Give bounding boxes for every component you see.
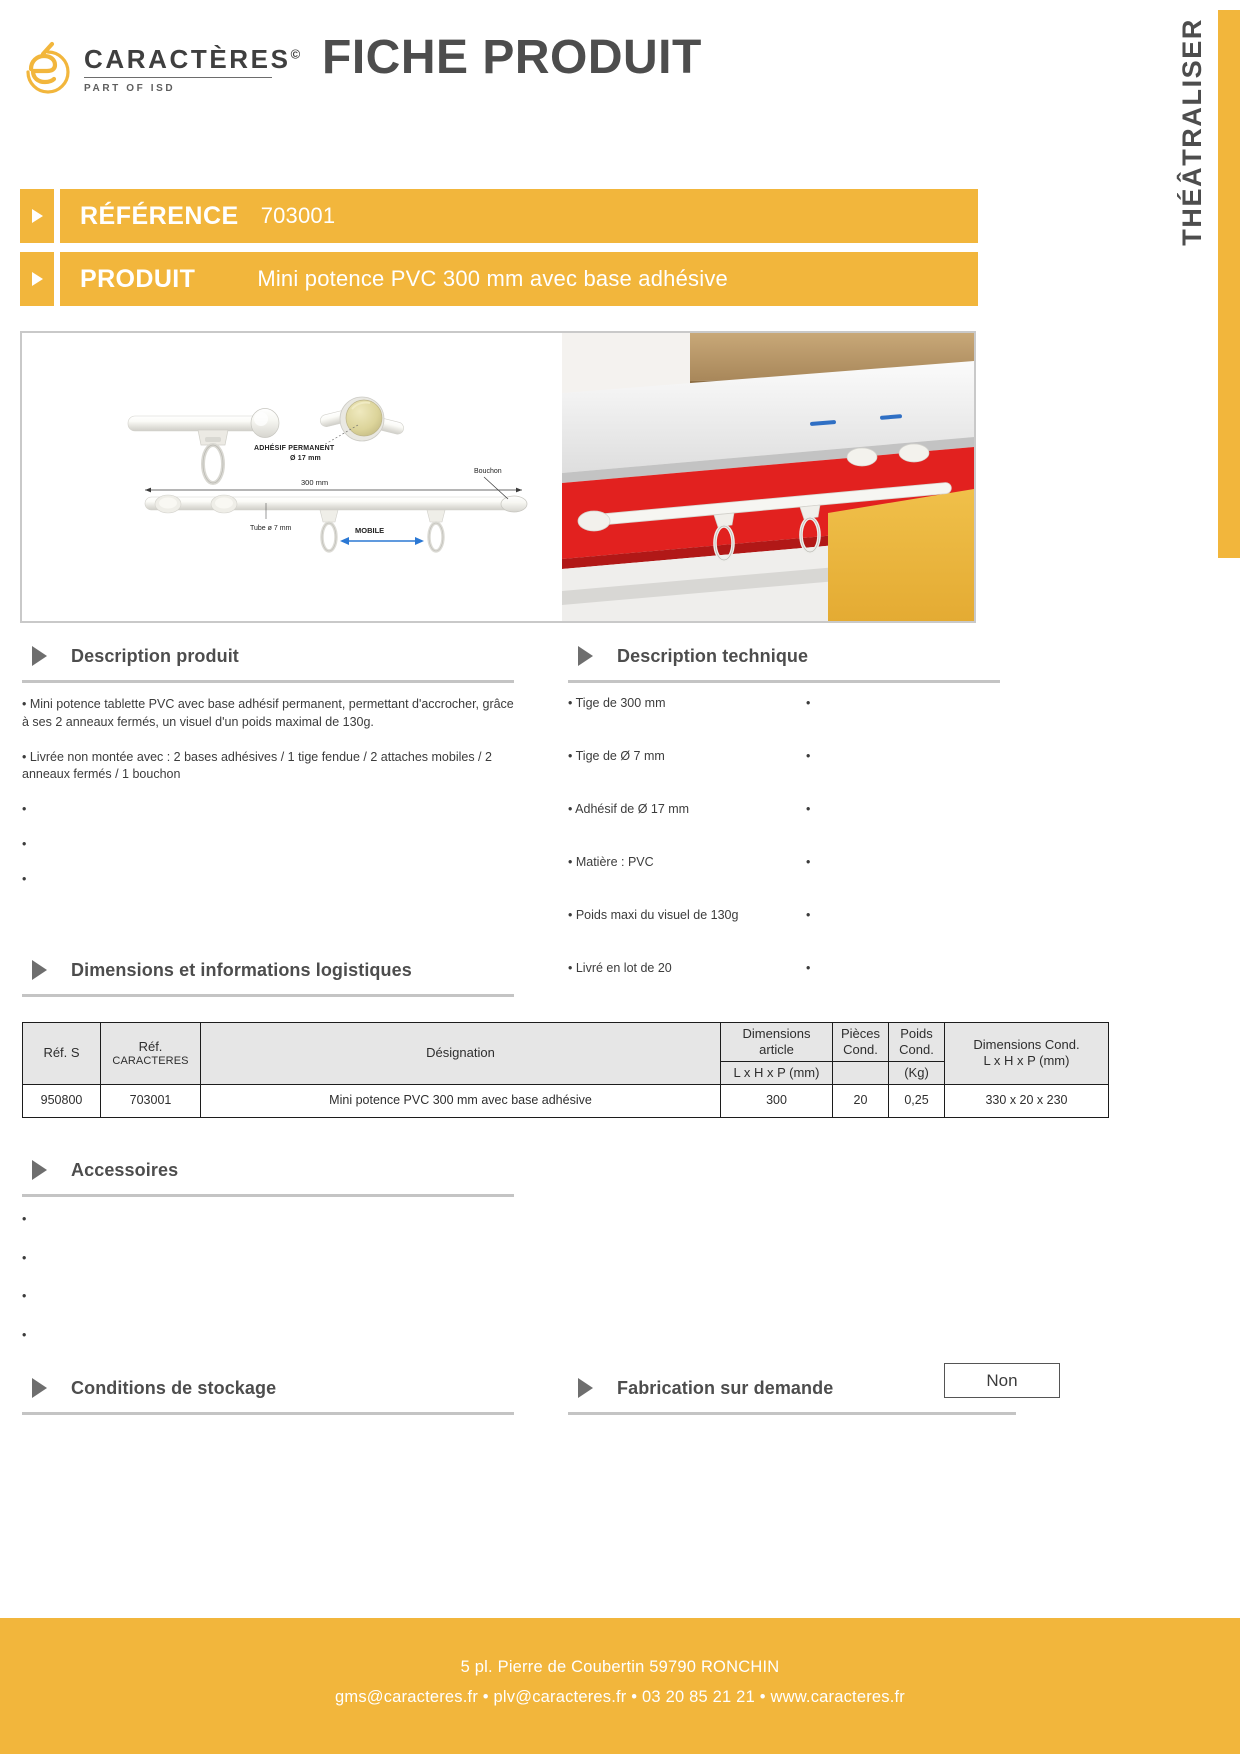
dim-article-line1: Dimensions [742,1026,811,1041]
fabrication-value-box[interactable] [944,1363,1060,1398]
dim-cond-title: Dimensions Cond. [973,1037,1080,1053]
cell-ref-caracteres: 703001 [101,1084,201,1117]
list-item [568,802,1000,816]
produit-band [20,252,978,306]
cell-poids-cond: 0,25 [889,1084,945,1117]
page-footer [0,1618,1240,1754]
tech-item-extra: • [806,749,811,763]
poids-line2: Cond. [899,1041,934,1057]
stockage-section [22,1373,514,1415]
side-category-text: THÉÂTRALISER [1176,18,1207,246]
logistics-table [22,1022,1109,1118]
logistics-table-wrapper [22,1022,1080,1118]
fabrication-section [568,1370,1060,1415]
reference-label: RÉFÉRENCE [80,201,239,230]
description-technique-title: Description technique [617,645,809,666]
col-header-ref-s: Réf. S [23,1023,101,1085]
tech-item-extra: • [806,802,811,816]
produit-band-body [60,252,978,306]
side-category-tab [1020,0,1240,560]
section-divider [568,680,1000,683]
stockage-heading [22,1373,514,1403]
fabrication-value: Non [986,1370,1018,1390]
brand-name [84,46,300,72]
product-photo [562,333,974,621]
list-item [568,908,1000,922]
product-image-panel [20,331,976,623]
unit-poids-cond: (Kg) [889,1061,945,1084]
brand-logo [18,40,300,98]
stockage-title: Conditions de stockage [71,1377,277,1398]
accessoires-section [22,1155,514,1367]
triangle-bullet-icon [578,1378,593,1398]
svg-text:Tube ø 7 mm: Tube ø 7 mm [250,525,292,532]
dimensions-section-heading [22,955,514,997]
description-produit-list [22,696,514,888]
description-produit-section [22,641,514,905]
unit-pieces-cond [833,1061,889,1084]
col-header-designation: Désignation [201,1023,721,1085]
brand-name-text: CARACTÈRES [84,44,291,74]
list-item [568,749,1000,763]
list-item [568,855,1000,869]
tech-item-label: • Livré en lot de 20 [568,961,672,975]
dim-article-line2: article [759,1041,794,1057]
tech-item-label: • Poids maxi du visuel de 130g [568,908,739,922]
col-header-ref-line1: Réf. [138,1038,163,1054]
footer-address: 5 pl. Pierre de Coubertin 59790 RONCHIN [460,1658,780,1676]
footer-contact: gms@caracteres.fr • plv@caracteres.fr • 03 20 85 21 21 • www.caracteres.fr [335,1688,905,1706]
band-arrow-icon [20,252,54,306]
col-header-ref-caracteres [101,1023,201,1085]
e-accent-logo-icon [18,36,80,98]
list-item: • Livrée non montée avec : 2 bases adhésives / 1 tige fendue / 2 attaches mobiles / 2 anneaux fermés / 1 bouchon [22,749,492,782]
description-technique-section [568,641,1000,1014]
side-accent-bar [1218,10,1240,558]
list-item: • [22,802,27,816]
svg-text:MOBILE: MOBILE [355,526,385,535]
tech-item-extra: • [806,855,811,869]
list-item: • [22,1212,27,1226]
reference-band [20,189,978,243]
dimensions-heading [22,955,514,985]
col-header-ref-line2: CARACTERES [112,1054,189,1067]
list-item: • [22,1250,27,1265]
dim-cond-unit: L x H x P (mm) [983,1053,1070,1069]
list-item [568,961,1000,975]
cell-ref-s: 950800 [23,1084,101,1117]
description-technique-heading [568,641,1000,671]
band-arrow-icon [20,189,54,243]
tech-item-label: • Tige de Ø 7 mm [568,749,665,763]
table-header-row [23,1023,1109,1062]
tech-item-extra: • [806,961,811,975]
col-header-dimensions-cond [945,1023,1109,1085]
pieces-line1: Pièces [840,1026,881,1041]
tech-item-label: • Matière : PVC [568,855,654,869]
fabrication-title: Fabrication sur demande [617,1377,834,1398]
copyright-icon: © [290,46,301,62]
brand-tagline: PART OF ISD [84,83,176,94]
unit-dimensions-article: L x H x P (mm) [721,1061,833,1084]
col-header-poids-cond [889,1023,945,1062]
col-header-pieces-cond [833,1023,889,1062]
triangle-bullet-icon [32,960,47,980]
list-item: • [22,871,27,886]
logo-divider [84,77,272,78]
triangle-bullet-icon [32,1378,47,1398]
section-divider [568,1412,1016,1415]
svg-text:300 mm: 300 mm [301,478,329,487]
section-divider [22,994,514,997]
section-divider [22,1412,514,1415]
description-produit-heading [22,641,514,671]
triangle-bullet-icon [32,1160,47,1180]
tech-item-label: • Tige de 300 mm [568,696,666,710]
produit-value: Mini potence PVC 300 mm avec base adhésive [257,266,728,291]
accessoires-title: Accessoires [71,1159,179,1180]
description-produit-title: Description produit [71,645,239,666]
accessoires-list [22,1213,514,1341]
list-item: • [22,1327,27,1342]
list-item: • Mini potence tablette PVC avec base adhésif permanent, permettant d'accrocher, grâce à ses 2 anneaux fermés, un visuel d'un poids maximal de 130g. [22,697,514,729]
list-item: • [22,836,27,851]
tech-item-extra: • [806,696,811,710]
page-header [0,0,1010,122]
reference-value: 703001 [260,203,336,228]
produit-label: PRODUIT [80,264,196,293]
triangle-bullet-icon [578,646,593,666]
tech-item-label: • Adhésif de Ø 17 mm [568,802,690,816]
triangle-bullet-icon [32,646,47,666]
list-item: • [22,1289,27,1303]
svg-text:ADHÉSIF PERMANENT: ADHÉSIF PERMANENT [254,445,335,452]
side-category-label [1172,18,1212,318]
col-header-dimensions-article [721,1023,833,1062]
svg-text:Ø 17 mm: Ø 17 mm [290,455,321,462]
dimensions-title: Dimensions et informations logistiques [71,959,412,980]
fabrication-heading [568,1370,1060,1403]
page-title: FICHE PRODUIT [322,31,702,84]
section-divider [22,680,514,683]
pieces-line2: Cond. [843,1041,878,1057]
cell-dimensions-article: 300 [721,1084,833,1117]
cell-pieces-cond: 20 [833,1084,889,1117]
reference-band-body [60,189,978,243]
svg-text:Bouchon: Bouchon [474,468,502,475]
list-item [568,696,1000,710]
cell-designation: Mini potence PVC 300 mm avec base adhésive [201,1084,721,1117]
brand-wordmark [84,40,300,94]
poids-line1: Poids [900,1026,933,1041]
accessoires-heading [22,1155,514,1185]
section-divider [22,1194,514,1197]
description-technique-list [568,696,1000,975]
cell-dimensions-cond: 330 x 20 x 230 [945,1084,1109,1117]
tech-item-extra: • [806,908,811,922]
table-row [23,1084,1109,1117]
technical-diagram [22,333,552,621]
